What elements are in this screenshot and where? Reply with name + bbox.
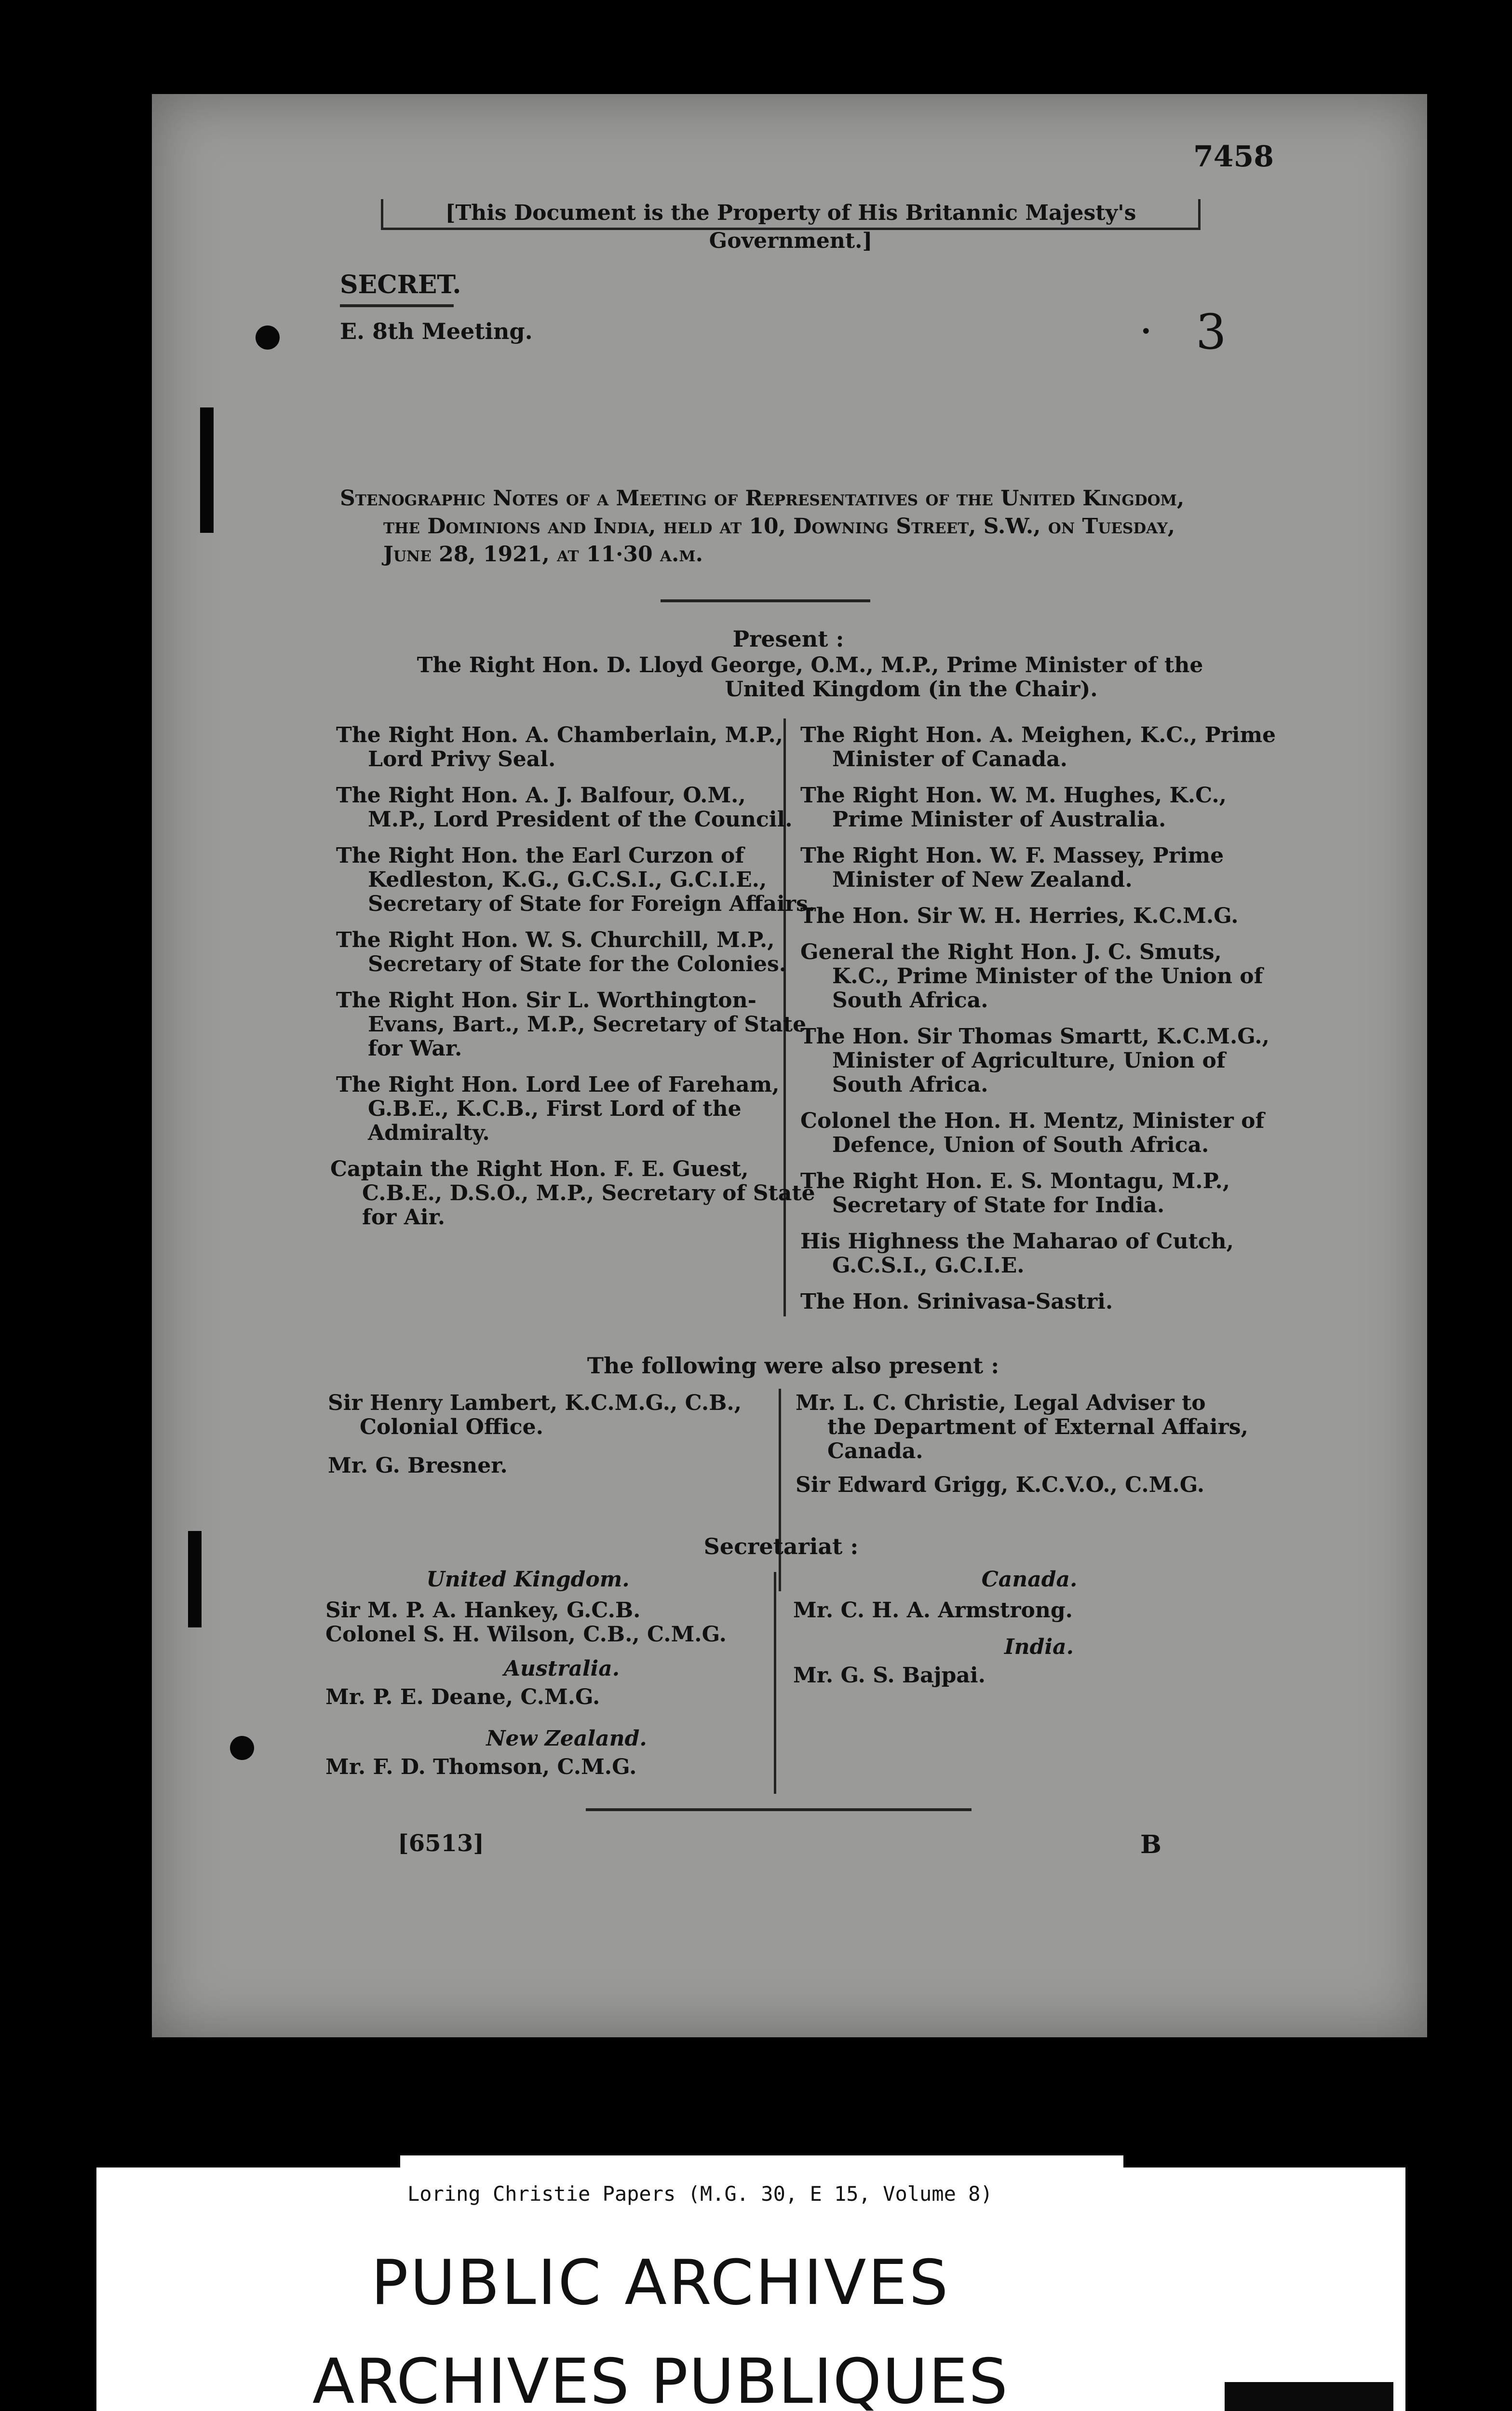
secretariat-column-divider	[774, 1572, 776, 1794]
also-right-entry	[796, 1391, 1254, 1463]
sec-ca-heading: Canada.	[981, 1567, 1078, 1592]
chair-line: The Right Hon. D. Lloyd George, O.M., M.P., Prime Minister of the	[417, 653, 1203, 677]
entry-line: The Right Hon. A. Chamberlain, M.P.,	[336, 723, 783, 747]
punch-hole	[230, 1736, 254, 1760]
footer-reference: [6513]	[398, 1830, 485, 1857]
present-right-entry	[800, 1169, 1254, 1218]
entry-line: C.B.E., D.S.O., M.P., Secretary of State	[362, 1181, 815, 1206]
present-left-entry	[330, 1157, 815, 1230]
logo-m-icon	[1225, 2382, 1393, 2411]
present-right-entry	[800, 904, 1254, 928]
entry-line: South Africa.	[832, 988, 988, 1013]
entry-line: His Highness the Maharao of Cutch,	[800, 1229, 1234, 1254]
entry-line: Admiralty.	[368, 1121, 490, 1145]
entry-line: for War.	[368, 1036, 462, 1061]
entry-line: Secretary of State for the Colonies.	[368, 952, 787, 976]
entry-line: Defence, Union of South Africa.	[832, 1133, 1209, 1157]
sec-in-list	[793, 1664, 1227, 1688]
title-line: Stenographic Notes of a Meeting of Representatives of the United Kingdom,	[340, 486, 1185, 511]
punch-hole	[256, 325, 280, 350]
property-notice: [This Document is the Property of His Britannic Majesty's Government.]	[381, 199, 1201, 230]
sec-au-heading: Australia.	[503, 1656, 620, 1681]
signature-mark: B	[1140, 1830, 1161, 1859]
present-heading: Present :	[732, 626, 844, 652]
present-right-entry	[800, 1290, 1254, 1314]
title-line: June 28, 1921, at 11·30 a.m.	[383, 542, 703, 567]
entry-line: Lord Privy Seal.	[368, 747, 556, 772]
entry-line: Mr. G. Bresner.	[328, 1453, 508, 1478]
present-left-entry	[336, 783, 793, 832]
entry-line: M.P., Lord President of the Council.	[368, 807, 793, 832]
entry-line: Mr. P. E. Deane, C.M.G.	[325, 1685, 600, 1709]
entry-line: Prime Minister of Australia.	[832, 807, 1166, 832]
entry-line: South Africa.	[832, 1072, 988, 1097]
entry-line: the Department of External Affairs,	[827, 1415, 1248, 1439]
chair-line: United Kingdom (in the Chair).	[725, 677, 1098, 702]
entry-line: Evans, Bart., M.P., Secretary of State	[368, 1012, 807, 1037]
sec-uk-heading: United Kingdom.	[426, 1567, 630, 1592]
entry-line: Canada.	[827, 1439, 923, 1463]
sec-uk-list	[325, 1598, 769, 1647]
present-right-entry	[800, 1024, 1269, 1097]
classification-underline	[340, 304, 454, 307]
also-left-entry	[328, 1454, 771, 1478]
entry-line: for Air.	[362, 1205, 446, 1230]
sec-nz-list	[325, 1755, 769, 1779]
entry-line: Mr. L. C. Christie, Legal Adviser to	[796, 1391, 1206, 1415]
present-left-entry	[336, 723, 783, 772]
document-page	[152, 94, 1427, 2037]
title-line: the Dominions and India, held at 10, Downing Street, S.W., on Tuesday,	[383, 514, 1175, 539]
entry-line: Mr. C. H. A. Armstrong.	[793, 1598, 1073, 1623]
entry-line: Colonial Office.	[360, 1415, 543, 1439]
entry-line: The Hon. Sir Thomas Smartt, K.C.M.G.,	[800, 1024, 1269, 1049]
entry-line: The Right Hon. W. S. Churchill, M.P.,	[336, 928, 775, 952]
entry-line: The Hon. Sir W. H. Herries, K.C.M.G.	[800, 904, 1239, 928]
archive-name-fr: ARCHIVES PUBLIQUES	[312, 2346, 1009, 2411]
also-column-divider	[779, 1389, 781, 1591]
sec-nz-heading: New Zealand.	[486, 1726, 647, 1751]
classification: SECRET.	[340, 270, 461, 299]
document-title	[340, 485, 1251, 569]
present-right-entry	[800, 844, 1254, 892]
present-right-entry	[800, 940, 1263, 1013]
entry-line: The Right Hon. the Earl Curzon of	[336, 843, 744, 868]
secretariat-heading: Secretariat :	[703, 1533, 859, 1559]
document-number: 3	[1196, 304, 1227, 360]
doc-number-prefix-mark: •	[1140, 321, 1152, 343]
binding-mark	[200, 407, 214, 533]
entry-line: Captain the Right Hon. F. E. Guest,	[330, 1157, 749, 1181]
entry-line: K.C., Prime Minister of the Union of	[832, 964, 1263, 989]
entry-line: Mr. F. D. Thomson, C.M.G.	[325, 1755, 637, 1779]
present-right-entry	[800, 784, 1254, 832]
entry-line: Secretary of State for India.	[832, 1193, 1165, 1218]
present-left-entry	[336, 1072, 780, 1145]
entry-line: Colonel the Hon. H. Mentz, Minister of	[800, 1109, 1265, 1133]
title-rule	[661, 599, 870, 602]
entry-line: The Right Hon. E. S. Montagu, M.P.,	[800, 1169, 1230, 1193]
entry-line: The Right Hon. A. Meighen, K.C., Prime	[800, 723, 1276, 747]
sec-au-list	[325, 1685, 769, 1709]
entry-line: Sir M. P. A. Hankey, G.C.B.	[325, 1598, 641, 1623]
chair-entry	[388, 653, 1232, 702]
closing-rule	[586, 1808, 972, 1811]
meeting-number: E. 8th Meeting.	[340, 318, 533, 344]
entry-line: The Right Hon. A. J. Balfour, O.M.,	[336, 783, 746, 808]
entry-line: Sir Henry Lambert, K.C.M.G., C.B.,	[328, 1391, 742, 1415]
also-present-heading: The following were also present :	[587, 1353, 999, 1379]
entry-line: G.C.S.I., G.C.I.E.	[832, 1253, 1025, 1278]
entry-line: Minister of New Zealand.	[832, 867, 1133, 892]
present-right-entry	[800, 723, 1276, 772]
entry-line: Colonel S. H. Wilson, C.B., C.M.G.	[325, 1622, 727, 1647]
entry-line: Minister of Agriculture, Union of	[832, 1048, 1226, 1073]
also-right-entry	[796, 1473, 1254, 1497]
present-right-entry	[800, 1109, 1265, 1157]
public-archives-canada-logo	[1225, 2382, 1393, 2411]
entry-line: Secretary of State for Foreign Affairs.	[368, 892, 816, 916]
entry-line: Sir Edward Grigg, K.C.V.O., C.M.G.	[796, 1473, 1205, 1497]
present-left-entry	[336, 988, 807, 1061]
also-left-entry	[328, 1391, 771, 1439]
entry-line: The Hon. Srinivasa-Sastri.	[800, 1289, 1113, 1314]
entry-line: Mr. G. S. Bajpai.	[793, 1663, 986, 1688]
present-left-entry	[336, 928, 787, 976]
entry-line: General the Right Hon. J. C. Smuts,	[800, 940, 1222, 964]
entry-line: The Right Hon. Sir L. Worthington-	[336, 988, 756, 1013]
sec-ca-list	[793, 1598, 1227, 1623]
collection-reference: Loring Christie Papers (M.G. 30, E 15, Volume 8)	[407, 2182, 993, 2206]
sec-in-heading: India.	[1004, 1635, 1074, 1659]
present-right-entry	[800, 1230, 1254, 1278]
entry-line: G.B.E., K.C.B., First Lord of the	[368, 1097, 742, 1121]
entry-line: The Right Hon. W. M. Hughes, K.C.,	[800, 783, 1227, 808]
archive-name-en: PUBLIC ARCHIVES	[371, 2247, 950, 2319]
entry-line: The Right Hon. W. F. Massey, Prime	[800, 843, 1224, 868]
entry-line: Minister of Canada.	[832, 747, 1067, 772]
entry-line: Kedleston, K.G., G.C.S.I., G.C.I.E.,	[368, 867, 767, 892]
page-number: 7458	[1193, 140, 1274, 174]
entry-line: The Right Hon. Lord Lee of Fareham,	[336, 1072, 780, 1097]
binding-mark	[188, 1531, 202, 1627]
present-left-entry	[336, 843, 816, 916]
